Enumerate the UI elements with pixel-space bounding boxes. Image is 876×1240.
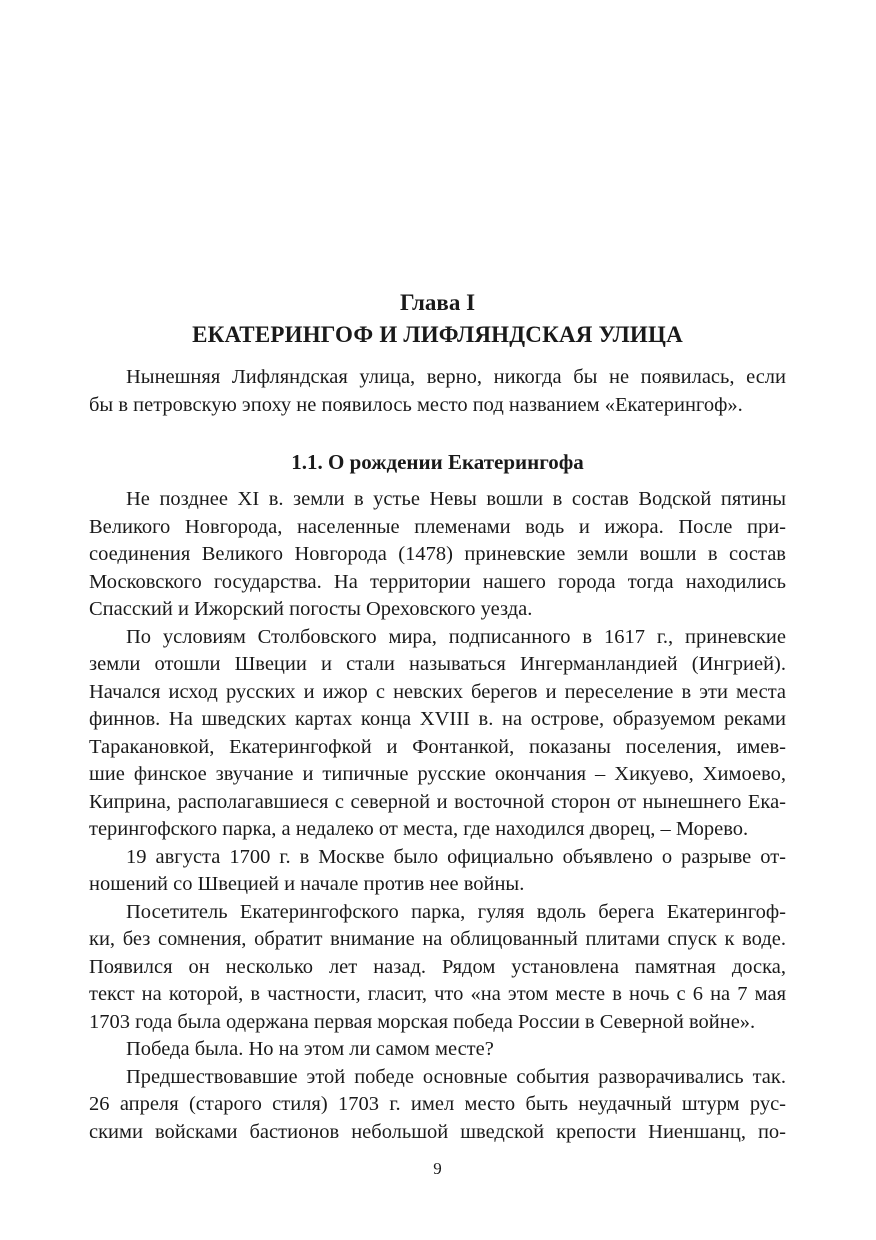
text-line: шие финское звучание и типичные русские окончания – Хикуево, Химоево, <box>89 763 786 785</box>
text-line: финнов. На шведских картах конца XVIII в. на острове, образуемом реками <box>89 708 786 730</box>
text-line: Московского государства. На территории нашего города тогда находились <box>89 570 786 593</box>
book-page <box>89 0 786 1240</box>
text-line: Спасский и Ижорский погосты Ореховского уезда. <box>89 598 533 620</box>
text-line: Таракановкой, Екатерингофкой и Фонтанкой, показаны поселения, имев- <box>89 735 786 758</box>
chapter-label: Глава I <box>399 290 476 315</box>
body-text <box>89 486 786 1146</box>
text-line: По условиям Столбовского мира, подписанного в 1617 г., приневские <box>126 625 786 648</box>
text-line: соединения Великого Новгорода (1478) приневские земли вошли в состав <box>89 543 786 565</box>
text-line: Победа была. Но на этом ли самом месте? <box>126 1038 494 1060</box>
text-line: земли отошли Швеции и стали называться Ингерманландией (Ингрией). <box>89 653 786 675</box>
text-line: ношений со Швецией и начале против нее войны. <box>89 873 525 895</box>
chapter-title: ЕКАТЕРИНГОФ И ЛИФЛЯНДСКАЯ УЛИЦА <box>192 322 683 347</box>
text-line: Предшествовавшие этой победе основные события разворачивались так. <box>126 1065 786 1088</box>
text-line: Появился он несколько лет назад. Рядом установлена памятная доска, <box>89 955 786 978</box>
text-line: 19 августа 1700 г. в Москве было официально объявлено о разрыве от- <box>126 845 786 868</box>
text-line: Посетитель Екатерингофского парка, гуляя вдоль берега Екатерингоф- <box>126 900 786 923</box>
text-line: Киприна, располагавшиеся с северной и восточной сторон от нынешнего Ека- <box>89 790 786 813</box>
intro-paragraph <box>89 364 786 419</box>
text-line: Не позднее XI в. земли в устье Невы вошли в состав Водской пятины <box>126 488 786 510</box>
text-line: терингофского парка, а недалеко от места, где находился дворец, – Морево. <box>89 818 749 840</box>
text-line: Великого Новгорода, населенные племенами водь и ижора. После при- <box>89 515 786 538</box>
text-line: скими войсками бастионов небольшой шведской крепости Ниеншанц, по- <box>89 1120 786 1143</box>
text-line: ки, без сомнения, обратит внимание на облицованный плитами спуск к воде. <box>89 928 786 950</box>
page-number: 9 <box>433 1159 442 1178</box>
text-line: 26 апреля (старого стиля) 1703 г. имел место быть неудачный штурм рус- <box>89 1093 786 1115</box>
text-line: бы в петровскую эпоху не появилось место под названием «Екатерингоф». <box>89 393 743 416</box>
text-line: Начался исход русских и ижор с невских берегов и переселение в эти места <box>89 680 786 703</box>
text-line: 1703 года была одержана первая морская победа России в Северной войне». <box>89 1010 756 1033</box>
text-line: текст на которой, в частности, гласит, что «на этом месте в ночь с 6 на 7 мая <box>89 983 786 1005</box>
text-line: Нынешняя Лифляндская улица, верно, никогда бы не появилась, если <box>126 366 786 388</box>
section-heading: 1.1. О рождении Екатерингофа <box>291 450 584 474</box>
